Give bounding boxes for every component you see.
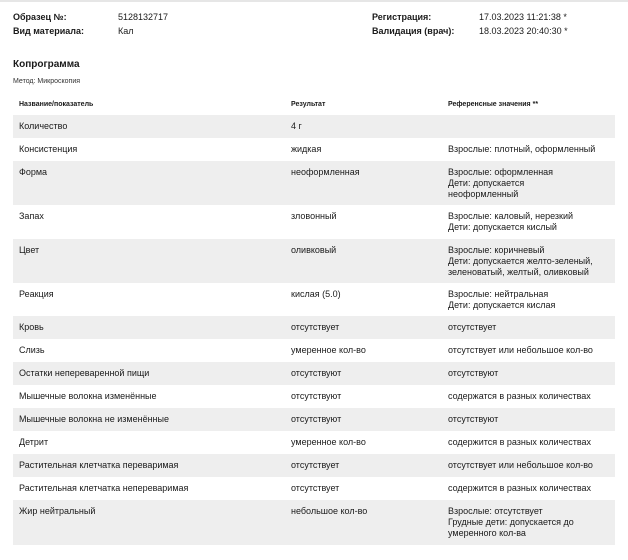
reference-values (448, 245, 618, 278)
validation-value: 18.03.2023 20:40:30 * (479, 26, 568, 36)
table-row (13, 138, 615, 161)
result-value: отсутствуют (291, 368, 342, 378)
reference-values (448, 211, 618, 233)
indicator-name: Жир нейтральный (19, 506, 96, 516)
indicator-name: Количество (19, 121, 68, 131)
reference-line: отсутствуют (448, 414, 499, 424)
reference-line: отсутствует (448, 322, 497, 332)
reference-line: Взрослые: плотный, оформленный (448, 144, 596, 154)
table-row (13, 205, 615, 239)
reference-line: Дети: допускается желто-зеленый, (448, 256, 593, 266)
reference-line: Дети: допускается кислый (448, 222, 557, 232)
reference-line: Дети: допускается кислая (448, 300, 556, 310)
top-rule (0, 0, 628, 2)
indicator-name: Растительная клетчатка переваримая (19, 460, 179, 470)
section-title: Копрограмма (13, 59, 80, 70)
result-value: зловонный (291, 211, 337, 221)
table-row (13, 362, 615, 385)
reference-line: содержится в разных количествах (448, 437, 591, 447)
result-value: оливковый (291, 245, 337, 255)
table-row (13, 477, 615, 500)
reference-line: Грудные дети: допускается до (448, 517, 574, 527)
indicator-name: Растительная клетчатка непереваримая (19, 483, 189, 493)
reference-line: отсутствует или небольшое кол-во (448, 460, 593, 470)
method-label: Метод: Микроскопия (13, 78, 81, 85)
table-row (13, 431, 615, 454)
table-row (13, 408, 615, 431)
column-header-result: Результат (291, 101, 326, 108)
indicator-name: Мышечные волокна изменённые (19, 391, 157, 401)
table-row (13, 500, 615, 545)
result-value: жидкая (291, 144, 322, 154)
column-header-name: Название/показатель (19, 101, 94, 108)
material-type-value: Кал (118, 26, 134, 36)
reference-line: Дети: допускается (448, 178, 525, 188)
indicator-name: Кровь (19, 322, 44, 332)
result-value: отсутствует (291, 483, 340, 493)
table-row (13, 161, 615, 205)
validation-label: Валидация (врач): (372, 26, 455, 36)
reference-line: неоформленный (448, 189, 519, 199)
reference-values (448, 322, 618, 333)
reference-line: отсутствуют (448, 368, 499, 378)
column-header-reference: Референсные значения ** (448, 101, 539, 108)
result-value: небольшое кол-во (291, 506, 368, 516)
reference-values (448, 368, 618, 379)
registration-label: Регистрация: (372, 12, 432, 22)
reference-values (448, 391, 618, 402)
results-table (13, 115, 615, 545)
reference-values (448, 460, 618, 471)
table-row (13, 283, 615, 316)
table-row (13, 239, 615, 283)
reference-line: Взрослые: каловый, нерезкий (448, 211, 574, 221)
reference-line: Взрослые: отсутствует (448, 506, 543, 516)
reference-values (448, 289, 618, 311)
reference-values (448, 414, 618, 425)
table-row (13, 115, 615, 138)
reference-values (448, 144, 618, 155)
indicator-name: Цвет (19, 245, 40, 255)
table-row (13, 454, 615, 477)
result-value: отсутствуют (291, 391, 342, 401)
indicator-name: Детрит (19, 437, 49, 447)
result-value: отсутствуют (291, 414, 342, 424)
result-value: умеренное кол-во (291, 437, 366, 447)
reference-values (448, 437, 618, 448)
indicator-name: Форма (19, 167, 48, 177)
reference-values (448, 345, 618, 356)
result-value: отсутствует (291, 322, 340, 332)
material-type-label: Вид материала: (13, 26, 84, 36)
result-value: кислая (5.0) (291, 289, 341, 299)
reference-line: содержатся в разных количествах (448, 391, 591, 401)
table-row (13, 385, 615, 408)
indicator-name: Запах (19, 211, 44, 221)
reference-line: Взрослые: нейтральная (448, 289, 549, 299)
reference-values (448, 506, 618, 539)
reference-line: умеренного кол-ва (448, 528, 526, 538)
table-row (13, 339, 615, 362)
indicator-name: Мышечные волокна не изменённые (19, 414, 169, 424)
reference-line: отсутствует или небольшое кол-во (448, 345, 593, 355)
result-value: 4 г (291, 121, 302, 131)
indicator-name: Реакция (19, 289, 54, 299)
reference-line: Взрослые: коричневый (448, 245, 545, 255)
reference-line: Взрослые: оформленная (448, 167, 554, 177)
reference-line: содержится в разных количествах (448, 483, 591, 493)
result-value: умеренное кол-во (291, 345, 366, 355)
reference-values (448, 167, 618, 200)
table-row (13, 316, 615, 339)
indicator-name: Слизь (19, 345, 45, 355)
indicator-name: Консистенция (19, 144, 78, 154)
sample-number-value: 5128132717 (118, 12, 169, 22)
registration-value: 17.03.2023 11:21:38 * (479, 12, 567, 22)
indicator-name: Остатки непереваренной пищи (19, 368, 150, 378)
sample-number-label: Образец №: (13, 12, 67, 22)
result-value: отсутствует (291, 460, 340, 470)
reference-line: зеленоватый, желтый, оливковый (448, 267, 589, 277)
result-value: неоформленная (291, 167, 360, 177)
reference-values (448, 483, 618, 494)
